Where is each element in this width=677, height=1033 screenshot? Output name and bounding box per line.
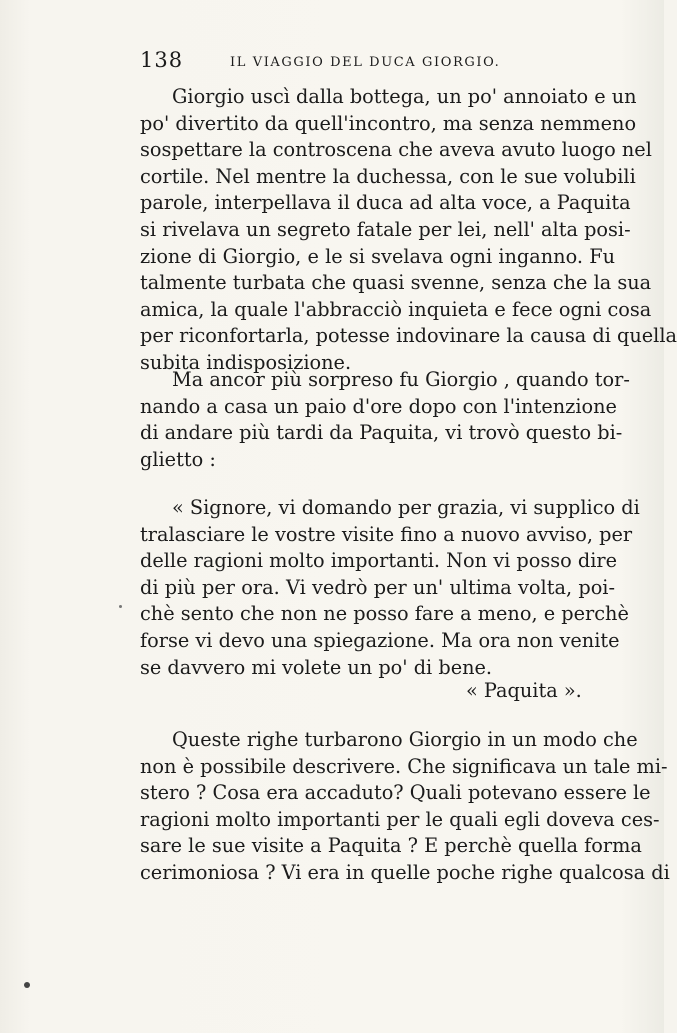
text-line: zione di Giorgio, e le si svelava ogni inganno. Fu: [140, 244, 615, 268]
text-line: « Signore, vi domando per grazia, vi supplico di: [172, 496, 640, 519]
ink-spot: [119, 605, 122, 608]
text-line: stero ? Cosa era accaduto? Quali potevano essere le: [140, 781, 651, 805]
text-line: non è possibile descrivere. Che significava un tale mi-: [140, 754, 668, 778]
letter-text: [140, 495, 640, 681]
text-line: sospettare la controscena che aveva avuto luogo nel: [140, 138, 652, 162]
text-line: Giorgio uscì dalla bottega, un po' annoiato e un: [172, 85, 637, 108]
text-line: delle ragioni molto importanti. Non vi posso dire: [140, 549, 617, 573]
page-header: [140, 48, 580, 78]
text-line: di andare più tardi da Paquita, vi trovò questo bi-: [140, 421, 623, 445]
text-line: di più per ora. Vi vedrò per un' ultima volta, poi-: [140, 575, 615, 599]
text-line: po' divertito da quell'incontro, ma senza nemmeno: [140, 111, 637, 135]
text-line: si rivelava un segreto fatale per lei, nell' alta posi-: [140, 217, 631, 241]
text-line: per riconfortarla, potesse indovinare la causa di quella: [140, 324, 677, 348]
paragraph-3: [140, 727, 670, 887]
text-line: nando a casa un paio d'ore dopo con l'intenzione: [140, 394, 617, 418]
text-line: glietto :: [140, 447, 216, 471]
text-line: tralasciare le vostre visite fino a nuovo avviso, per: [140, 522, 633, 546]
paragraph-2: [140, 367, 630, 473]
text-line: Queste righe turbarono Giorgio in un modo che: [172, 728, 638, 751]
ink-spot: [24, 982, 30, 988]
text-line: cerimoniosa ? Vi era in quelle poche righe qualcosa di: [140, 860, 670, 884]
text-line: ragioni molto importanti per le quali egli doveva ces-: [140, 807, 660, 831]
text-line: parole, interpellava il duca ad alta voce, a Paquita: [140, 191, 631, 215]
text-line: talmente turbata che quasi svenne, senza che la sua: [140, 271, 652, 295]
paragraph-1: [140, 84, 677, 377]
text-line: chè sento che non ne posso fare a meno, e perchè: [140, 602, 629, 626]
running-title: IL VIAGGIO DEL DUCA GIORGIO.: [230, 55, 501, 70]
text-line: amica, la quale l'abbracciò inquieta e fece ogni cosa: [140, 297, 652, 321]
letter-signature: « Paquita ».: [466, 679, 582, 702]
text-line: sare le sue visite a Paquita ? E perchè quella forma: [140, 834, 642, 858]
text-line: subita indisposizione.: [140, 350, 352, 374]
text-line: forse vi devo una spiegazione. Ma ora non venite: [140, 628, 620, 652]
text-line: se davvero mi volete un po' di bene.: [140, 655, 493, 679]
page-number: 138: [140, 48, 184, 72]
text-line: Ma ancor più sorpreso fu Giorgio , quando tor-: [172, 368, 630, 391]
text-line: cortile. Nel mentre la duchessa, con le sue volubili: [140, 164, 636, 188]
